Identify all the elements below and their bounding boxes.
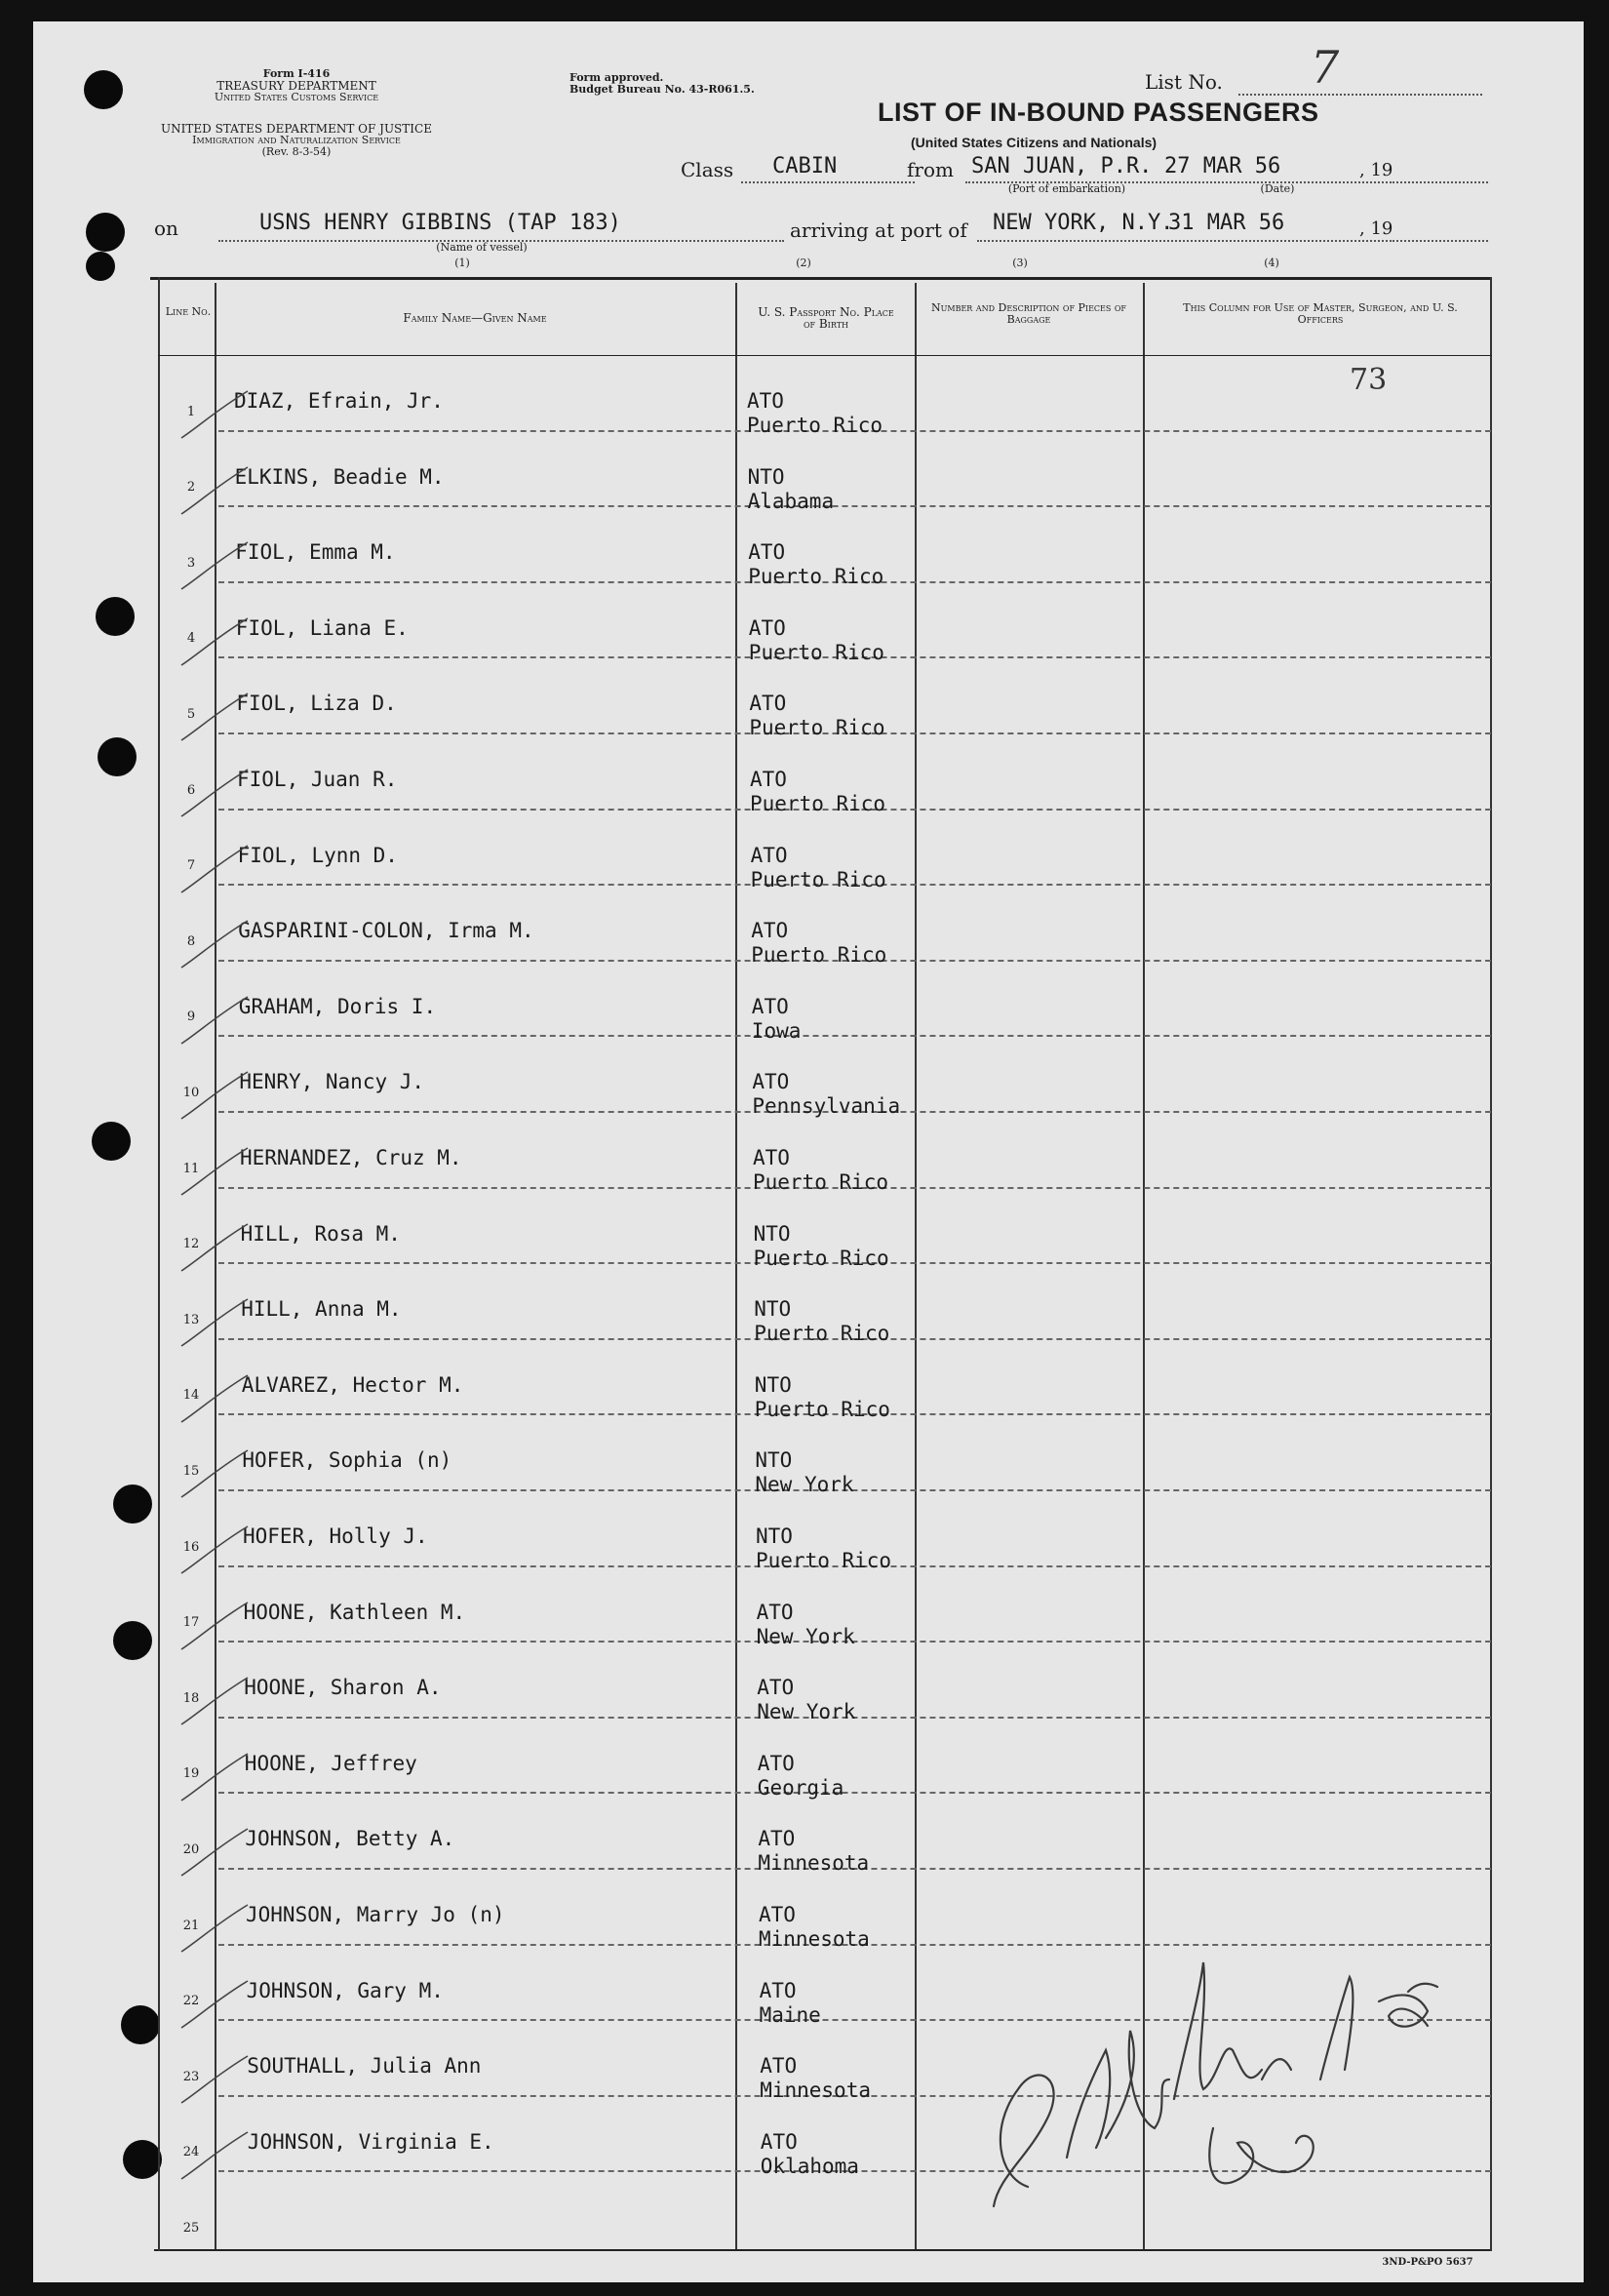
row-separator — [218, 1792, 1491, 1794]
punch-hole — [86, 252, 115, 281]
passport-number: NTO — [754, 1372, 792, 1397]
place-of-birth: Iowa — [751, 1018, 802, 1043]
place-of-birth: Puerto Rico — [747, 414, 883, 437]
place-of-birth: Puerto Rico — [750, 792, 886, 815]
col-divider-passport — [915, 283, 917, 2249]
check-mark — [179, 993, 257, 1051]
punch-hole — [84, 70, 123, 109]
place-of-birth: Puerto Rico — [749, 716, 885, 740]
passenger-name: SOUTHALL, Julia Ann — [247, 2054, 482, 2078]
col-num-3: (3) — [1012, 257, 1028, 269]
check-mark — [179, 1977, 257, 2036]
port-embark-caption: (Port of embarkation) — [1007, 182, 1126, 195]
ins-service: Immigration and Naturalization Service — [192, 134, 401, 146]
list-no-line — [1238, 94, 1482, 96]
check-mark — [179, 1068, 257, 1127]
place-of-birth: Alabama — [747, 489, 835, 513]
passenger-name: FIOL, Lynn D. — [237, 843, 398, 867]
check-mark — [179, 1901, 257, 1960]
place-of-birth: Minnesota — [760, 2078, 871, 2103]
arriving-label: arriving at port of — [790, 218, 967, 242]
check-mark — [179, 917, 257, 975]
place-of-birth: Puerto Rico — [751, 943, 887, 968]
passenger-name: FIOL, Emma M. — [235, 540, 396, 565]
passport-number: ATO — [759, 1978, 797, 2002]
place-of-birth: New York — [757, 1700, 856, 1724]
passport-number: ATO — [751, 919, 789, 943]
line-number: 19 — [182, 1766, 200, 1782]
col-num-2: (2) — [796, 257, 811, 269]
line-number: 2 — [186, 480, 196, 495]
passport-number: ATO — [758, 1827, 796, 1851]
place-of-birth: Georgia — [757, 1775, 844, 1800]
passport-number: ATO — [750, 768, 787, 791]
class-label: Class — [681, 158, 734, 181]
check-mark — [179, 1144, 257, 1203]
passport-number: ATO — [748, 615, 786, 640]
passenger-name: DIAZ, Efrain, Jr. — [234, 389, 444, 413]
table-top-border — [150, 277, 1492, 280]
passport-number: ATO — [748, 540, 786, 565]
check-mark — [179, 1295, 257, 1354]
line-number: 4 — [186, 631, 196, 647]
year-2-line — [1396, 240, 1488, 242]
passenger-name: HILL, Rosa M. — [240, 1221, 401, 1246]
check-mark — [179, 538, 257, 597]
check-mark — [179, 2052, 257, 2111]
punch-hole — [123, 2140, 162, 2179]
passenger-name: ELKINS, Beadie M. — [234, 464, 445, 489]
passenger-name: HOONE, Kathleen M. — [243, 1600, 466, 1624]
list-no-value: 7 — [1311, 41, 1340, 94]
port-arrival: NEW YORK, N.Y. — [993, 211, 1174, 235]
customs-service: United States Customs Service — [214, 91, 379, 103]
passport-number: NTO — [753, 1221, 791, 1246]
check-mark — [179, 1220, 257, 1279]
passenger-name: FIOL, Juan R. — [237, 768, 398, 791]
check-mark — [179, 842, 257, 900]
manifest-page — [33, 21, 1584, 2282]
arrival-line — [977, 240, 1394, 242]
row-separator — [218, 1035, 1491, 1037]
check-mark — [179, 1371, 257, 1430]
check-mark — [179, 766, 257, 824]
line-number: 1 — [186, 404, 196, 419]
passenger-name: FIOL, Liana E. — [235, 615, 409, 640]
passport-number: ATO — [753, 1146, 790, 1169]
passenger-name: JOHNSON, Marry Jo (n) — [246, 1903, 505, 1926]
passport-number: NTO — [754, 1297, 792, 1322]
passenger-name: GASPARINI-COLON, Irma M. — [238, 919, 534, 943]
passenger-name: HOFER, Holly J. — [243, 1524, 428, 1548]
passport-number: NTO — [756, 1524, 793, 1548]
line-number: 5 — [186, 707, 196, 722]
passport-number: ATO — [760, 2054, 798, 2078]
year-1: , 19 — [1359, 160, 1393, 180]
check-mark — [179, 1599, 257, 1657]
line-number: 9 — [186, 1009, 196, 1025]
line-number: 18 — [182, 1690, 200, 1706]
passport-number: ATO — [756, 1600, 794, 1624]
officer-note: 73 — [1350, 363, 1388, 397]
line-number: 23 — [182, 2069, 200, 2084]
punch-hole — [86, 213, 125, 252]
line-number: 7 — [186, 858, 196, 874]
place-of-birth: Puerto Rico — [753, 1246, 889, 1270]
passenger-name: HOFER, Sophia (n) — [242, 1448, 452, 1473]
passenger-name: HILL, Anna M. — [241, 1297, 402, 1322]
place-of-birth: Puerto Rico — [750, 867, 886, 891]
passport-number: ATO — [751, 994, 789, 1018]
passenger-name: HENRY, Nancy J. — [239, 1070, 425, 1094]
budget-bureau: Budget Bureau No. 43-R061.5. — [569, 83, 755, 96]
passenger-name: JOHNSON, Virginia E. — [247, 2129, 494, 2154]
col-num-1: (1) — [454, 257, 470, 269]
check-mark — [179, 1523, 257, 1581]
justice-dept: UNITED STATES DEPARTMENT OF JUSTICE — [161, 122, 432, 136]
place-of-birth: Puerto Rico — [754, 1322, 890, 1346]
arrival-date: 31 MAR 56 — [1168, 211, 1285, 235]
passport-number: ATO — [760, 2129, 798, 2154]
passport-number: NTO — [747, 464, 785, 489]
passenger-name: JOHNSON, Gary M. — [246, 1978, 444, 2002]
header-name: Family Name—Given Name — [403, 311, 547, 325]
check-mark — [179, 1446, 257, 1505]
line-number: 20 — [182, 1842, 200, 1857]
col-num-4: (4) — [1264, 257, 1279, 269]
place-of-birth: New York — [755, 1473, 854, 1497]
check-mark — [179, 1750, 257, 1808]
revision: (Rev. 8-3-54) — [261, 145, 332, 158]
header-baggage: Number and Description of Pieces of Baggage — [931, 301, 1126, 326]
header-underline — [158, 355, 1492, 356]
form-subtitle: (United States Citizens and Nationals) — [911, 135, 1158, 150]
col-divider-name — [735, 283, 737, 2249]
date-caption: (Date) — [1260, 182, 1295, 195]
row-separator — [218, 1489, 1491, 1491]
check-mark — [179, 614, 257, 673]
passenger-name: HOONE, Sharon A. — [244, 1676, 442, 1700]
passport-number: ATO — [757, 1751, 795, 1775]
header-passport: U. S. Passport No. Place of Birth — [758, 305, 894, 331]
line-number: 17 — [182, 1615, 200, 1631]
table-left-border — [158, 277, 160, 2251]
place-of-birth: Puerto Rico — [756, 1549, 892, 1572]
line-number: 10 — [182, 1086, 200, 1100]
line-number: 14 — [182, 1388, 200, 1404]
vessel-name: USNS HENRY GIBBINS (TAP 183) — [259, 211, 621, 235]
class-line — [741, 181, 915, 183]
form-approved: Form approved. — [569, 71, 664, 84]
check-mark — [179, 1825, 257, 1883]
place-of-birth: Minnesota — [758, 1851, 870, 1876]
passenger-name: HERNANDEZ, Cruz M. — [240, 1146, 462, 1169]
header-officers: This Column for Use of Master, Surgeon, and U. S. Officers — [1183, 301, 1458, 326]
passenger-name: JOHNSON, Betty A. — [245, 1827, 455, 1851]
list-no-label: List No. — [1145, 70, 1223, 94]
on-label: on — [154, 217, 178, 240]
place-of-birth: Puerto Rico — [754, 1397, 890, 1421]
line-number: 13 — [182, 1312, 200, 1327]
passenger-name: GRAHAM, Doris I. — [238, 994, 437, 1018]
check-mark — [179, 463, 257, 522]
punch-hole — [113, 1484, 152, 1524]
place-of-birth: Puerto Rico — [753, 1170, 889, 1194]
passport-number: ATO — [749, 692, 787, 716]
passenger-name: FIOL, Liza D. — [236, 692, 397, 716]
place-of-birth: Puerto Rico — [748, 640, 884, 664]
port-embarkation: SAN JUAN, P.R. — [971, 154, 1153, 178]
punch-hole — [92, 1122, 131, 1161]
place-of-birth: Oklahoma — [760, 2154, 859, 2178]
line-number: 15 — [182, 1464, 200, 1479]
handwritten-signature — [960, 1933, 1467, 2226]
passenger-name: HOONE, Jeffrey — [244, 1751, 417, 1775]
line-number: 3 — [186, 555, 196, 571]
check-mark — [179, 1674, 257, 1732]
embarkation-date: 27 MAR 56 — [1164, 154, 1281, 178]
line-number: 24 — [182, 2145, 200, 2160]
passport-number: ATO — [757, 1676, 795, 1700]
punch-hole — [98, 737, 137, 776]
footer-code: 3ND-P&PO 5637 — [1382, 2257, 1473, 2268]
line-number: 16 — [182, 1539, 200, 1555]
class-value: CABIN — [772, 154, 838, 178]
punch-hole — [113, 1621, 152, 1660]
year-2: , 19 — [1359, 218, 1393, 239]
line-number: 12 — [182, 1237, 200, 1252]
place-of-birth: Pennsylvania — [752, 1094, 901, 1119]
punch-hole — [96, 597, 135, 636]
check-mark — [179, 2128, 257, 2187]
passport-number: ATO — [747, 389, 784, 413]
punch-hole — [121, 2005, 160, 2044]
row-separator — [218, 505, 1491, 507]
header-line-no: Line No. — [165, 305, 212, 318]
line-number: 11 — [182, 1161, 200, 1176]
place-of-birth: Minnesota — [759, 1927, 870, 1951]
line-number: 21 — [182, 1918, 200, 1933]
check-mark — [179, 690, 257, 748]
vessel-caption: (Name of vessel) — [436, 241, 528, 254]
line-number: 22 — [182, 1994, 200, 2009]
place-of-birth: Maine — [759, 2002, 821, 2027]
passport-number: NTO — [755, 1448, 793, 1473]
line-number: 8 — [186, 933, 196, 949]
from-label: from — [907, 158, 954, 181]
check-mark — [179, 387, 257, 446]
passport-number: ATO — [750, 843, 788, 867]
table-bottom-border — [154, 2249, 1492, 2251]
passenger-name: ALVAREZ, Hector M. — [241, 1372, 464, 1397]
form-title: LIST OF IN-BOUND PASSENGERS — [878, 98, 1319, 127]
line-number: 6 — [186, 782, 196, 798]
place-of-birth: New York — [756, 1624, 855, 1648]
treasury-dept: TREASURY DEPARTMENT — [216, 79, 376, 93]
form-number: Form I-416 — [262, 67, 331, 80]
line-number: 25 — [182, 2221, 200, 2236]
place-of-birth: Puerto Rico — [748, 565, 884, 589]
passport-number: ATO — [752, 1070, 790, 1094]
passport-number: ATO — [759, 1903, 796, 1926]
year-1-line — [1396, 181, 1488, 183]
